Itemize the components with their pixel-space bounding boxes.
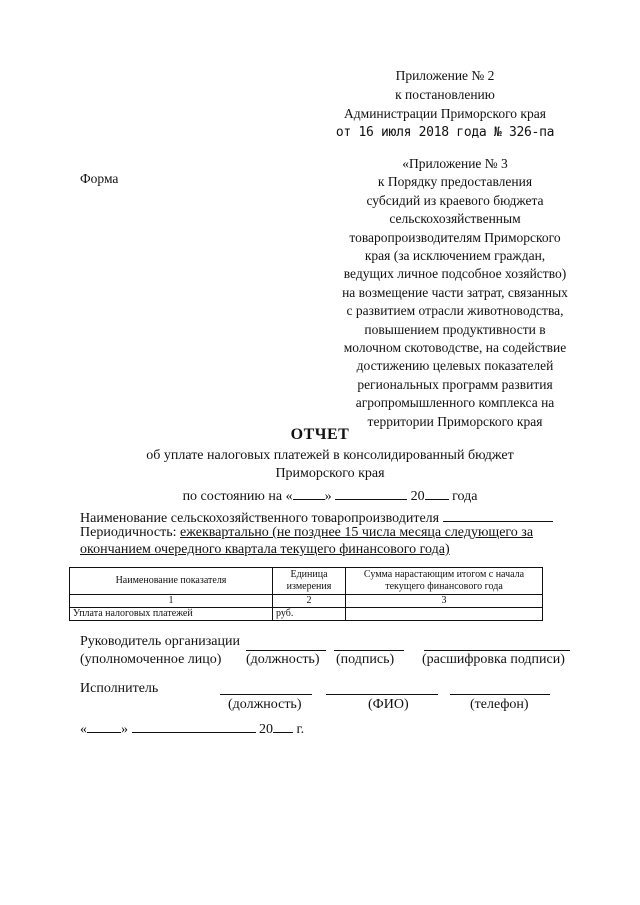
procedure-line: территории Приморского края: [367, 413, 543, 429]
table-header-row: [70, 568, 543, 595]
sign-date-suffix: г.: [296, 722, 305, 737]
periodicity-value-1: ежеквартально (не позднее 15 числа месяца следующего за: [180, 525, 534, 540]
col-number: 2: [273, 595, 346, 608]
table-row: [70, 608, 543, 621]
executor-phone-caption: (телефон): [470, 697, 529, 712]
procedure-line: молочном скотоводстве, на содействие: [343, 340, 567, 356]
executor-label: Исполнитель: [80, 681, 159, 696]
report-date-line: [40, 485, 620, 506]
procedure-line: повышением продуктивности в: [364, 321, 546, 337]
report-year-field[interactable]: [425, 485, 449, 500]
report-month-field[interactable]: [335, 485, 407, 500]
report-subtitle-line1: об уплате налоговых платежей в консолидированный бюджет: [146, 448, 514, 463]
periodicity-label: Периодичность:: [80, 525, 177, 540]
row-unit: руб.: [273, 608, 346, 621]
row-indicator: Уплата налоговых платежей: [70, 608, 273, 621]
table-number-row: [70, 595, 543, 608]
producer-name-label: Наименование сельскохозяйственного товаропроизводителя: [80, 511, 440, 526]
periodicity-value-2: окончанием очередного квартала текущего финансового года): [80, 542, 450, 557]
header-indicator: Наименование показателя: [70, 568, 273, 595]
procedure-line: к Порядку предоставления: [377, 174, 533, 190]
head-decoding-caption: (расшифровка подписи): [422, 652, 565, 667]
head-label: Руководитель организации: [80, 634, 240, 649]
col-number: 3: [346, 595, 543, 608]
report-date-mid: »: [324, 489, 332, 504]
procedure-line: с развитием отрасли животноводства,: [346, 303, 564, 319]
head-signature-field[interactable]: [334, 650, 404, 651]
appendix-authority: Администрации Приморского края: [344, 106, 546, 121]
form-label: Форма: [80, 171, 119, 186]
sign-date-close: »: [121, 722, 128, 737]
procedure-line: товаропроизводителям Приморского: [349, 229, 561, 245]
sign-day-field[interactable]: [87, 718, 121, 733]
executor-position-caption: (должность): [228, 697, 302, 712]
executor-position-field[interactable]: [220, 694, 312, 695]
report-table: [69, 567, 543, 621]
sign-year-field[interactable]: [273, 718, 293, 733]
executor-fio-caption: (ФИО): [368, 697, 409, 712]
procedure-line: края (за исключением граждан,: [364, 248, 546, 264]
report-date-prefix: по состоянию на «: [182, 489, 293, 504]
appendix-reference: к постановлению: [395, 87, 495, 102]
row-sum-cell[interactable]: [346, 608, 543, 621]
header-sum: Сумма нарастающим итогом с начала текущего финансового года: [346, 568, 543, 595]
head-decoding-field[interactable]: [424, 650, 570, 651]
executor-phone-field[interactable]: [450, 694, 550, 695]
procedure-line: достижению целевых показателей: [356, 358, 554, 374]
executor-fio-field[interactable]: [326, 694, 438, 695]
procedure-line: региональных программ развития: [357, 376, 553, 392]
report-day-field[interactable]: [293, 485, 325, 500]
sign-date-open: «: [80, 722, 87, 737]
report-subtitle: [40, 447, 620, 506]
sign-month-field[interactable]: [132, 718, 256, 733]
col-number: 1: [70, 595, 273, 608]
report-title: ОТЧЕТ: [290, 426, 350, 443]
appendix-date-number: от 16 июля 2018 года № 326-па: [335, 125, 555, 140]
header-unit: Единица измерения: [273, 568, 346, 595]
procedure-line: агропромышленного комплекса на: [355, 395, 555, 411]
head-signature-caption: (подпись): [336, 652, 395, 667]
appendix-header: [300, 66, 590, 142]
procedure-line: ведущих личное подсобное хозяйство): [343, 266, 567, 282]
producer-name-field[interactable]: [443, 507, 553, 522]
report-subtitle-line2: Приморского края: [275, 466, 385, 481]
sign-year-prefix: 20: [259, 722, 273, 737]
procedure-reference: [330, 155, 580, 431]
head-sub-label: (уполномоченное лицо): [80, 652, 222, 667]
head-position-caption: (должность): [246, 652, 320, 667]
procedure-line: «Приложение № 3: [402, 156, 508, 171]
periodicity-line1: [80, 525, 533, 541]
report-year-prefix: 20: [410, 489, 425, 504]
head-position-field[interactable]: [246, 650, 326, 651]
procedure-line: субсидий из краевого бюджета: [366, 192, 544, 208]
producer-name-row: [80, 507, 553, 527]
appendix-number: Приложение № 2: [395, 68, 495, 83]
report-date-suffix: года: [452, 489, 478, 504]
procedure-line: сельскохозяйственным: [389, 211, 521, 227]
procedure-line: на возмещение части затрат, связанных: [342, 284, 568, 300]
sign-date-line: [80, 718, 304, 738]
